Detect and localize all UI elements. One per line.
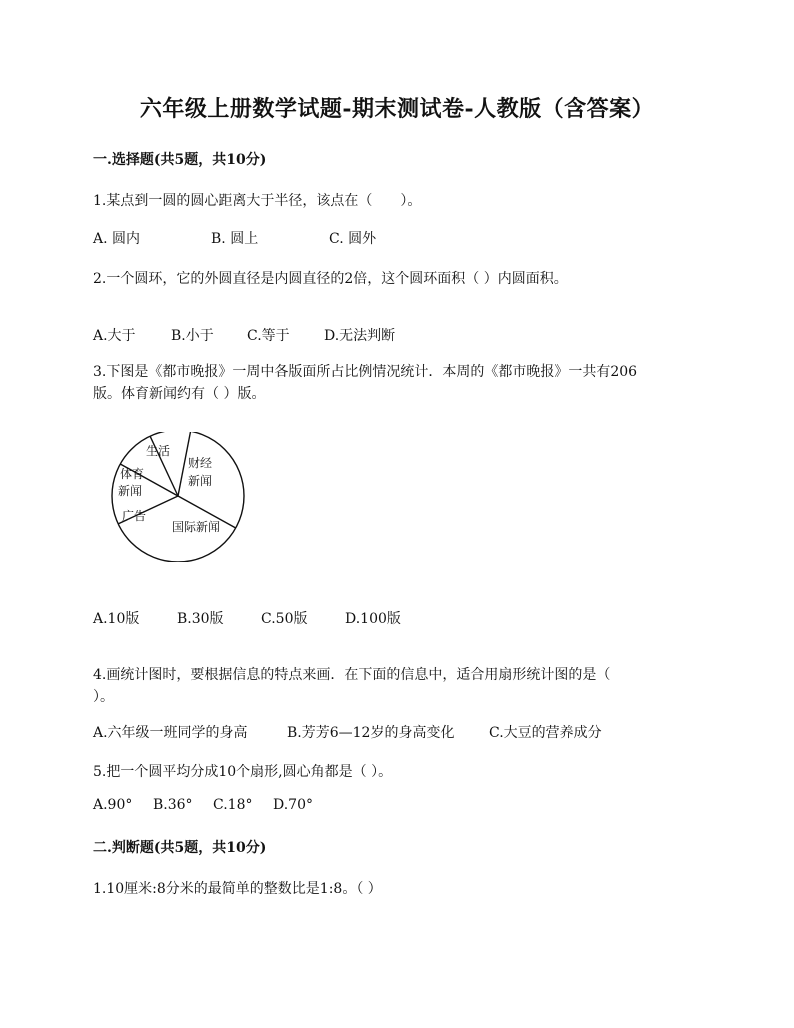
- label-sports-2: 新闻: [118, 484, 143, 498]
- label-sports-1: 体育: [120, 467, 145, 481]
- label-finance-1: 财经: [188, 456, 213, 470]
- option-b[interactable]: B. 圆上: [211, 231, 259, 247]
- label-life: 生活: [146, 444, 171, 458]
- question-4-stem-line1: 4.画统计图时，要根据信息的特点来画．在下面的信息中，适合用扇形统计图的是（: [93, 667, 611, 683]
- option-c[interactable]: C.等于: [247, 328, 290, 344]
- option-b[interactable]: B.小于: [171, 328, 214, 344]
- option-a[interactable]: A.90°: [93, 797, 133, 813]
- option-b[interactable]: B.芳芳6—12岁的身高变化: [287, 725, 455, 741]
- option-b[interactable]: B.30版: [177, 611, 224, 627]
- question-5-options: [93, 797, 313, 813]
- pie-chart: [104, 432, 254, 562]
- option-d[interactable]: D.70°: [273, 797, 313, 813]
- label-intl: 国际新闻: [172, 520, 221, 534]
- option-c[interactable]: C.大豆的营养成分: [489, 725, 602, 741]
- label-ad: 广告: [122, 509, 147, 523]
- question-3-options: [93, 608, 401, 628]
- question-1-options: [93, 228, 376, 248]
- page-title: 六年级上册数学试题-期末测试卷-人教版（含答案）: [139, 96, 655, 122]
- question-2-stem: 2.一个圆环，它的外圆直径是内圆直径的2倍，这个圆环面积（ ）内圆面积。: [93, 271, 568, 287]
- question-3-stem-line2: 版。体育新闻约有（ ）版。: [93, 386, 266, 402]
- option-a[interactable]: A.10版: [93, 611, 140, 627]
- option-a[interactable]: A.大于: [93, 328, 136, 344]
- option-d[interactable]: D.无法判断: [324, 328, 396, 344]
- option-c[interactable]: C.50版: [261, 611, 308, 627]
- question-2-options: [93, 325, 395, 345]
- option-c[interactable]: C.18°: [213, 797, 253, 813]
- question-4-stem-line2: ）。: [93, 689, 114, 705]
- option-a[interactable]: A. 圆内: [93, 231, 141, 247]
- section-heading-choice: 一.选择题(共5题，共10分): [93, 152, 267, 168]
- question-4-options: [93, 722, 602, 742]
- judgement-question-1-stem: 1.10厘米:8分米的最简单的整数比是1:8。（ ）: [93, 881, 382, 897]
- question-5-stem: 5.把一个圆平均分成10个扇形,圆心角都是（ ）。: [93, 764, 393, 780]
- option-a[interactable]: A.六年级一班同学的身高: [93, 725, 248, 741]
- question-1-stem: 1.某点到一圆的圆心距离大于半径，该点在（ ）。: [93, 193, 422, 209]
- section-heading-judgement: 二.判断题(共5题，共10分): [93, 840, 267, 856]
- option-b[interactable]: B.36°: [153, 797, 193, 813]
- question-3-stem-line1: 3.下图是《都市晚报》一周中各版面所占比例情况统计．本周的《都市晚报》一共有206: [93, 364, 638, 380]
- option-d[interactable]: D.100版: [345, 611, 401, 627]
- label-finance-2: 新闻: [188, 474, 213, 488]
- option-c[interactable]: C. 圆外: [329, 231, 377, 247]
